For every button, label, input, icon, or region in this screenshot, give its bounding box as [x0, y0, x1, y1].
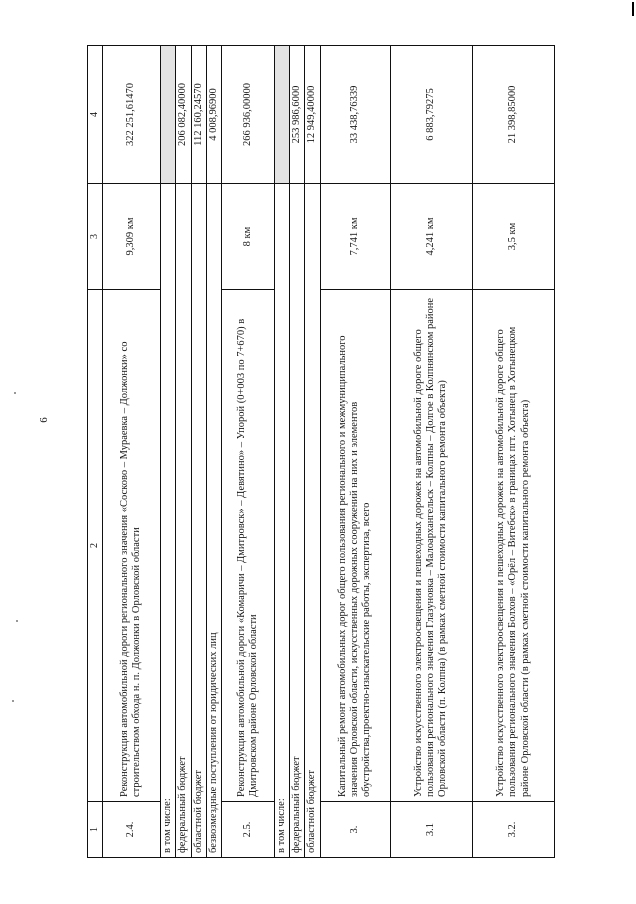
scan-mark: [632, 2, 634, 16]
table-row: [102, 46, 160, 858]
row-amount: 112 160,24570: [191, 46, 206, 184]
row-amount: 4 008,96900: [207, 46, 222, 184]
row-number: 3.1: [390, 802, 472, 858]
row-name: Реконструкция автомобильной дороги «Комаричи – Дмитровск» – Девятино» – Упорой (0+003 по 7+670) в Дмитровском районе Орловской области: [222, 290, 274, 802]
row-number: 3.2.: [472, 802, 554, 858]
row-amount: [160, 46, 175, 184]
row-amount: 6 883,79275: [390, 46, 472, 184]
row-length: 7,741 км: [320, 184, 390, 290]
table-row: [160, 46, 175, 858]
table-row: [274, 46, 289, 858]
header-col-3: 3: [88, 184, 103, 290]
table-row: [289, 46, 304, 858]
row-length: 8 км: [222, 184, 274, 290]
row-name: Устройство искусственного электроосвещения и пешеходных дорожек на автомобильной дороге общего пользования регионального значения Глазуновка – Малоархангельск – Колпны – Долгое в Колпнянском районе Орловской области (п. Колпна) (в рамках сметной стоимости капитального ремонта объекта): [390, 290, 472, 802]
row-name: Капитальный ремонт автомобильных дорог общего пользования регионального и межмуниципального значения Орловской области, искусственных дорожных сооружений на них и элементов обустройства,проектно-изыскательские работы, экспертиза, всего: [320, 290, 390, 802]
row-amount: [274, 46, 289, 184]
table-row: [191, 46, 206, 858]
header-row: [88, 46, 103, 858]
table-row: [207, 46, 222, 858]
row-amount: 266 936,00000: [222, 46, 274, 184]
row-label: в том числе:: [274, 184, 289, 858]
row-length: 4,241 км: [390, 184, 472, 290]
row-number: 2.4.: [102, 802, 160, 858]
row-label: в том числе:: [160, 184, 175, 858]
table-row: [472, 46, 554, 858]
row-amount: 33 438,76339: [320, 46, 390, 184]
table-row: [222, 46, 274, 858]
row-label: федеральный бюджет: [289, 184, 304, 858]
scan-dot: [14, 392, 16, 394]
row-length: 3,5 км: [472, 184, 554, 290]
header-col-4: 4: [88, 46, 103, 184]
row-amount: 21 398,85000: [472, 46, 554, 184]
row-length: 9,309 км: [102, 184, 160, 290]
page-number: 6: [38, 417, 50, 423]
header-col-1: 1: [88, 802, 103, 858]
row-label: областной бюджет: [305, 184, 320, 858]
row-label: областной бюджет: [191, 184, 206, 858]
row-amount: 322 251,61470: [102, 46, 160, 184]
row-label: безвозмездные поступления от юридических лиц: [207, 184, 222, 858]
scan-dot: [16, 620, 18, 622]
table-row: [176, 46, 191, 858]
row-label: федеральный бюджет: [176, 184, 191, 858]
table-row: [390, 46, 472, 858]
header-col-2: 2: [88, 290, 103, 802]
row-number: 2.5.: [222, 802, 274, 858]
row-amount: 206 082,40000: [176, 46, 191, 184]
row-name: Устройство искусственного электроосвещения и пешеходных дорожек на автомобильной дороге общего пользования регионального значения Болхов – «Орёл – Витебск» в границах пгт. Хотынец в Хотынецком районе Орловской области (в рамках сметной стоимости капитального ремонта объекта): [472, 290, 554, 802]
row-amount: 253 986,6000: [289, 46, 304, 184]
rotated-page: [87, 46, 555, 858]
budget-table: [87, 45, 555, 858]
row-amount: 12 949,40000: [305, 46, 320, 184]
table-row: [305, 46, 320, 858]
table-row: [320, 46, 390, 858]
row-name: Реконструкция автомобильной дороги регионального значения «Сосково – Мураевка – Должонки» со строительством обхода н. п. Должонки в Орловской области: [102, 290, 160, 802]
row-number: 3.: [320, 802, 390, 858]
scan-dot: [12, 700, 14, 702]
